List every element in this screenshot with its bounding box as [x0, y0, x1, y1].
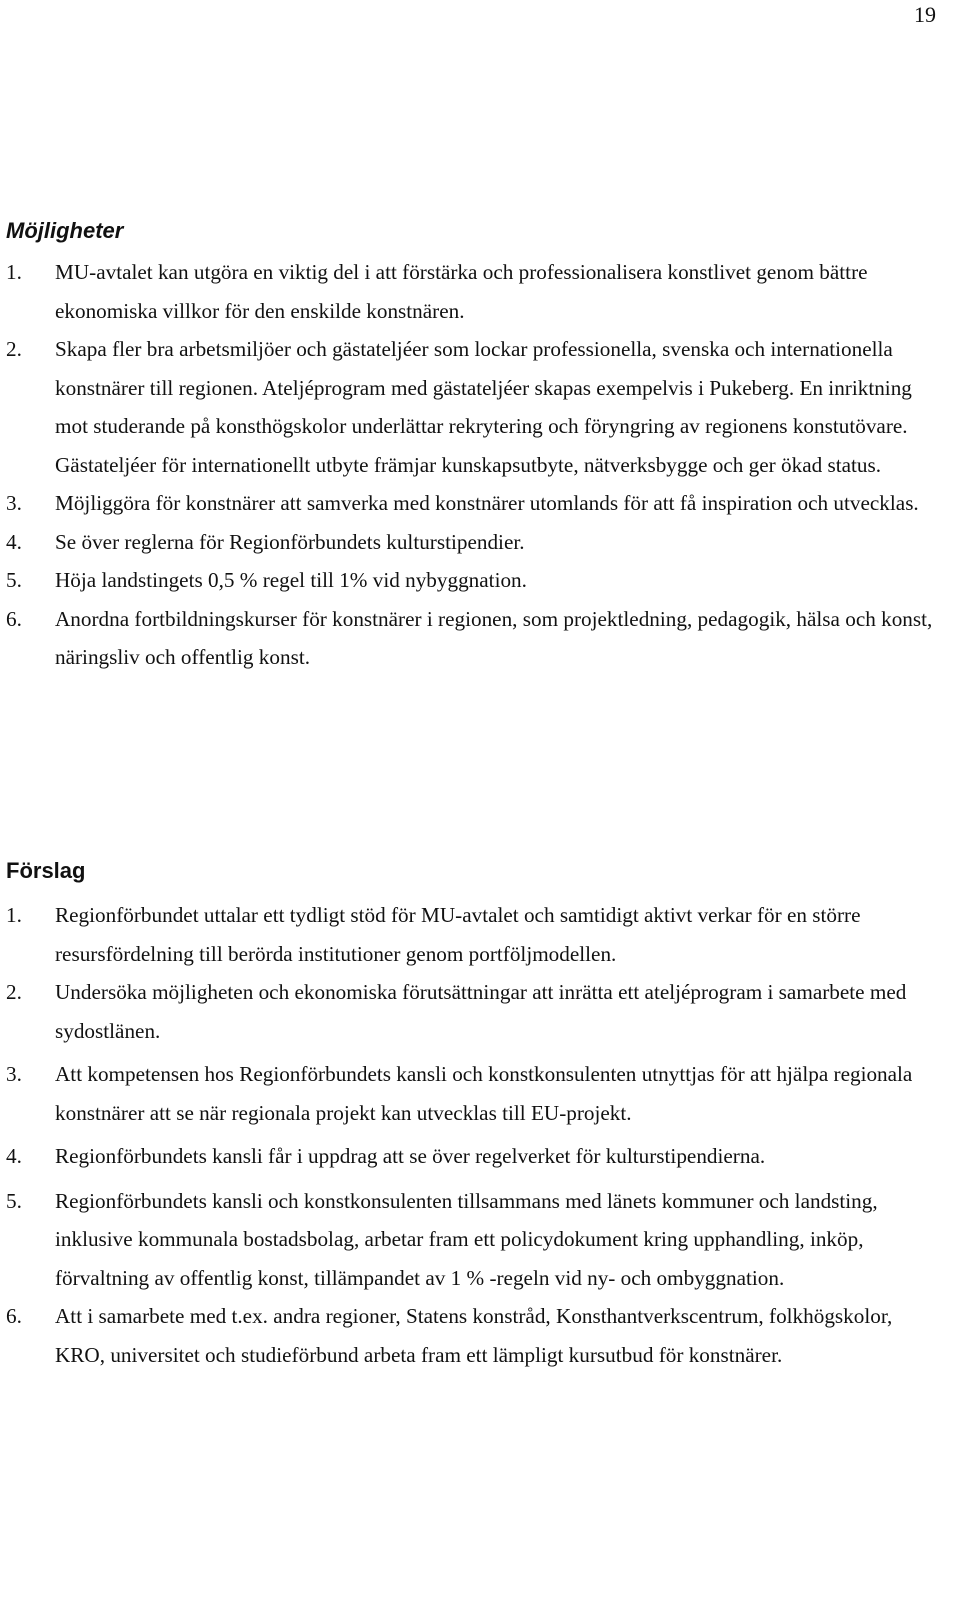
list-item-text: Att i samarbete med t.ex. andra regioner, Statens konstråd, Konsthantverkscentrum, folkhögskolor, KRO, universitet och studieförbund arbeta fram ett lämpligt kursutbud för konstnärer.	[55, 1304, 893, 1367]
list-item	[0, 523, 945, 562]
list-item-number: 4.	[6, 529, 22, 554]
list-item-text: Undersöka möjligheten och ekonomiska förutsättningar att inrätta ett ateljéprogram i samarbete med sydostlänen.	[55, 980, 907, 1043]
list-item-text: Höja landstingets 0,5 % regel till 1% vid nybyggnation.	[55, 568, 527, 592]
list-item	[0, 1297, 945, 1374]
list-item-number: 1.	[6, 903, 22, 927]
list-item-text: Möjliggöra för konstnärer att samverka med konstnärer utomlands för att få inspiration och utvecklas.	[55, 491, 919, 515]
section-mojligheter	[0, 218, 945, 677]
list-item	[0, 330, 945, 484]
list-item-text: Regionförbundets kansli och konstkonsulenten tillsammans med länets kommuner och landsting, inklusive kommunala bostadsbolag, arbetar fram ett policydokument kring upphandling, inköp, förvaltning av offentlig konst, tillämpandet av 1 % -regeln vid ny- och ombyggnation.	[55, 1188, 878, 1290]
list-item	[0, 484, 945, 523]
list-item-text: Att kompetensen hos Regionförbundets kansli och konstkonsulenten utnyttjas för att hjälpa regionala konstnärer att se när regionala projekt kan utvecklas till EU-projekt.	[55, 1062, 913, 1125]
list-item-text: Se över reglerna för Regionförbundets kulturstipendier.	[55, 529, 525, 554]
list-item-text: Anordna fortbildningskurser för konstnärer i regionen, som projektledning, pedagogik, hälsa och konst, näringsliv och offentlig konst.	[55, 606, 933, 669]
list-item-number: 5.	[6, 568, 22, 592]
list-item-text: Regionförbundet uttalar ett tydligt stöd för MU-avtalet och samtidigt aktivt verkar för en större resursfördelning till berörda institutioner genom portföljmodellen.	[55, 903, 861, 966]
list-item-number: 6.	[6, 606, 22, 631]
section-forslag	[0, 858, 945, 1374]
list-item-number: 2.	[6, 980, 22, 1004]
list-item	[0, 253, 945, 330]
list-item	[0, 1137, 945, 1176]
list-item	[0, 561, 945, 600]
list-item-number: 5.	[6, 1188, 22, 1213]
list-item-text: Skapa fler bra arbetsmiljöer och gästateljéer som lockar professionella, svenska och internationella konstnärer till regionen. Ateljéprogram med gästateljéer skapas exempelvis i Pukeberg. En inriktning mot studerande på konsthögskolor underlättar rekrytering och föryngring av regionens konstutövare. Gästateljéer för internationellt utbyte främjar kunskapsutbyte, nätverksbygge och ger ökad status.	[55, 337, 912, 477]
list-item-number: 3.	[6, 1062, 22, 1086]
mojligheter-list	[0, 253, 945, 677]
list-item-number: 4.	[6, 1144, 22, 1168]
list-item-number: 3.	[6, 491, 22, 515]
list-item	[0, 1055, 945, 1132]
list-item	[0, 896, 945, 973]
section-heading-forslag: Förslag	[6, 858, 86, 883]
list-item-number: 6.	[6, 1304, 22, 1328]
page-number: 19	[914, 2, 936, 27]
list-item-text: MU-avtalet kan utgöra en viktig del i att förstärka och professionalisera konstlivet genom bättre ekonomiska villkor för den enskilde konstnären.	[55, 260, 868, 323]
list-item	[0, 600, 945, 677]
list-item	[0, 1182, 945, 1298]
forslag-list	[0, 896, 945, 1374]
list-item-number: 1.	[6, 260, 22, 284]
list-item-text: Regionförbundets kansli får i uppdrag att se över regelverket för kulturstipendierna.	[55, 1144, 766, 1168]
list-item-number: 2.	[6, 337, 22, 361]
section-heading-mojligheter: Möjligheter	[6, 218, 124, 243]
list-item	[0, 973, 945, 1050]
